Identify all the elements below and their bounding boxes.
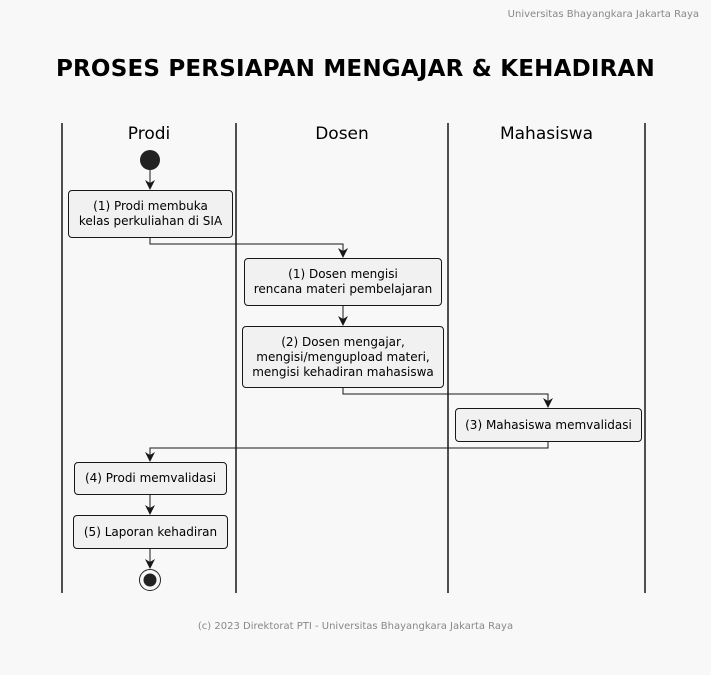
activity-prodi-open-class: (1) Prodi membuka kelas perkuliahan di SIA (68, 190, 233, 238)
diagram-title: PROSES PERSIAPAN MENGAJAR & KEHADIRAN (55, 56, 656, 82)
flow-a3-to-a4 (343, 388, 548, 407)
start-node (140, 150, 160, 170)
activity-mahasiswa-validate: (3) Mahasiswa memvalidasi (455, 408, 642, 442)
activity-dosen-fill-plan: (1) Dosen mengisi rencana materi pembelajaran (244, 258, 442, 306)
footer-copyright: (c) 2023 Direktorat PTI - Universitas Bhayangkara Jakarta Raya (197, 621, 514, 632)
activity-attendance-report: (5) Laporan kehadiran (73, 515, 228, 549)
flow-a1-to-a2 (150, 238, 343, 257)
header-institution: Universitas Bhayangkara Jakarta Raya (507, 9, 699, 20)
flow-a4-to-a5 (150, 442, 548, 461)
lane-title-mahasiswa: Mahasiswa (499, 124, 594, 144)
activity-prodi-validate: (4) Prodi memvalidasi (74, 462, 227, 495)
activity-dosen-teach: (2) Dosen mengajar, mengisi/mengupload materi, mengisi kehadiran mahasiswa (242, 326, 444, 388)
lane-title-dosen: Dosen (315, 124, 369, 144)
end-node-inner (144, 574, 157, 587)
lane-title-prodi: Prodi (127, 124, 171, 144)
